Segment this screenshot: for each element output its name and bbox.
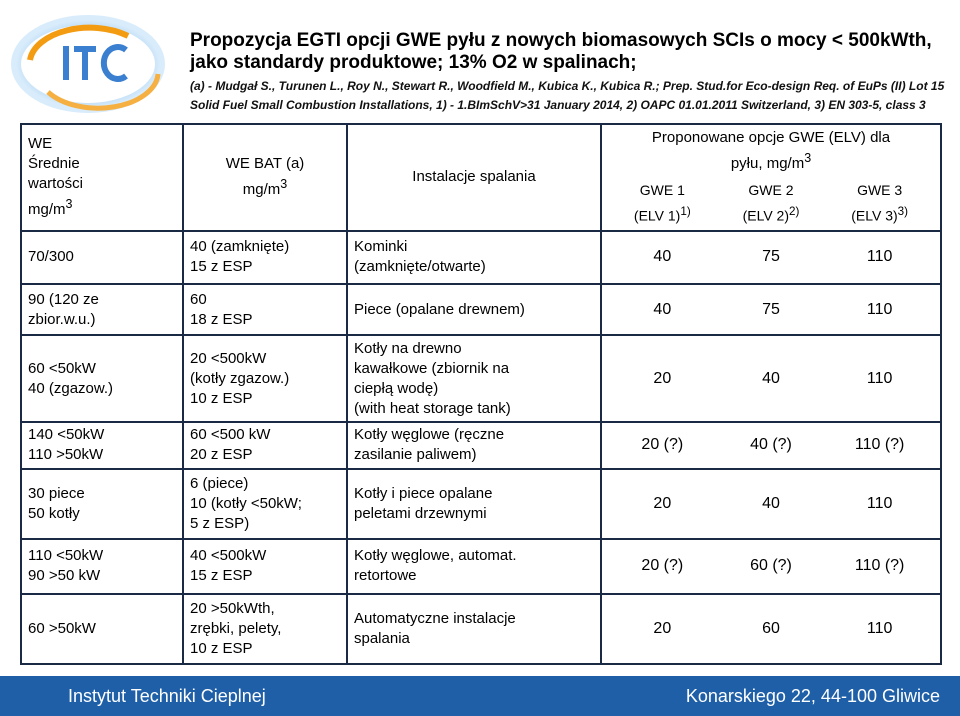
references	[190, 77, 955, 115]
cell-we-avg-line: 40 (zgazow.)	[28, 379, 114, 397]
cell-we-avg-line: 110 <50kW	[28, 547, 104, 565]
gwe-values	[608, 247, 934, 267]
gwe-elv	[851, 201, 908, 227]
table-row	[21, 539, 941, 594]
cell-we-avg-line: 140 <50kW	[28, 426, 105, 444]
gwe-1-header	[634, 180, 691, 227]
gwe-3-value: 110 (?)	[854, 557, 905, 575]
cell-installation	[347, 594, 601, 664]
unit-sup: 3	[804, 151, 812, 166]
header-we-unit	[28, 194, 176, 220]
gwe-values	[608, 435, 934, 455]
cell-we-bat	[183, 539, 347, 594]
footer-institute: Instytut Techniki Cieplnej	[68, 686, 266, 706]
cell-we-bat-line: (kotły zgazow.)	[190, 369, 290, 387]
elv-sup: 3)	[897, 205, 909, 219]
gwe-1-value: 40	[653, 248, 672, 266]
cell-we-bat	[183, 422, 347, 469]
cell-we-bat-line: 10 z ESP	[190, 640, 253, 658]
cell-installation-line: Kotły węglowe (ręczne	[354, 426, 505, 444]
cell-we-bat-line: zrębki, pelety,	[190, 620, 282, 638]
unit-text: mg/m	[242, 181, 281, 199]
cell-we-avg	[21, 422, 183, 469]
cell-installation	[347, 469, 601, 539]
cell-installation-line: (with heat storage tank)	[354, 399, 511, 417]
gwe-2-value: 60 (?)	[750, 557, 792, 575]
itc-logo	[8, 14, 178, 114]
page-title: Propozycja EGTI opcji GWE pyłu z nowych biomasowych SCIs o mocy < 500kWth, jako standardy produktowe; 13% O2 w spalinach;	[190, 30, 932, 73]
cell-installation-line: retortowe	[354, 567, 417, 585]
cell-installation	[347, 231, 601, 284]
header-bat-unit	[190, 174, 340, 200]
unit-text: mg/m	[28, 201, 66, 219]
cell-we-bat-line: 20 z ESP	[190, 446, 253, 464]
gwe-values	[608, 300, 934, 320]
gwe-3-value: 110	[866, 369, 893, 387]
elv-text: (ELV 3)	[851, 207, 898, 224]
gwe-2-value: 75	[762, 248, 780, 266]
cell-we-bat-line: 5 z ESP)	[190, 514, 250, 532]
gwe-subheaders	[608, 180, 934, 227]
gwe-1-value: 40	[653, 300, 672, 318]
cell-we-avg-line: 50 kotły	[28, 504, 80, 522]
cell-we-avg-line: 90 >50 kW	[28, 567, 101, 585]
table-row	[21, 469, 941, 539]
cell-we-bat	[183, 335, 347, 421]
cell-installation-line: (zamknięte/otwarte)	[354, 258, 486, 276]
gwe-2-value: 40 (?)	[750, 436, 792, 454]
gwe-values	[608, 556, 934, 576]
table-row	[21, 594, 941, 664]
header-we-avg	[21, 124, 183, 231]
cell-we-avg	[21, 335, 183, 421]
unit-text: pyłu, mg/m	[730, 155, 805, 173]
cell-we-avg-line: 60 >50kW	[28, 620, 96, 638]
unit-sup: 3	[280, 177, 288, 192]
cell-installation	[347, 422, 601, 469]
header-we-line: WE	[28, 135, 53, 153]
cell-we-avg-line: 90 (120 ze	[28, 290, 99, 308]
cell-gwe-values	[601, 335, 941, 421]
cell-we-bat-line: 18 z ESP	[190, 310, 253, 328]
cell-installation	[347, 335, 601, 421]
cell-installation-line: Piece (opalane drewnem)	[354, 300, 525, 318]
cell-we-avg-line: zbior.w.u.)	[28, 310, 96, 328]
cell-we-bat	[183, 284, 347, 335]
cell-gwe-values	[601, 594, 941, 664]
cell-installation-line: spalania	[354, 630, 410, 648]
elv-sup: 2)	[789, 205, 800, 219]
cell-we-bat	[183, 469, 347, 539]
cell-gwe-values	[601, 469, 941, 539]
cell-installation-line: Kotły na drewno	[354, 339, 462, 357]
cell-gwe-values	[601, 539, 941, 594]
gwe-3-value: 110	[866, 620, 893, 638]
cell-installation	[347, 284, 601, 335]
gwe-1-value: 20	[653, 494, 672, 512]
cell-gwe-values	[601, 284, 941, 335]
cell-we-bat-line: 10 z ESP	[190, 389, 253, 407]
cell-we-bat-line: 20 >50kWth,	[190, 600, 275, 618]
elv-text: (ELV 2)	[742, 207, 790, 224]
cell-we-bat-line: 60	[190, 290, 207, 308]
gwe-elv	[743, 201, 800, 227]
cell-we-bat-line: 40 (zamknięte)	[190, 238, 290, 256]
references-line-2: Solid Fuel Small Combustion Installations, 1) - 1.BImSchV>31 January 2014, 2) OAPC 01.01.2011 Switzerland, 3) EN 303-5, class 3	[190, 98, 926, 112]
cell-we-avg	[21, 594, 183, 664]
header-gwe-options	[601, 124, 941, 231]
cell-we-avg-line: 110 >50kW	[28, 446, 104, 464]
cell-installation-line: Kotły węglowe, automat.	[354, 547, 517, 565]
gwe-3-header	[851, 180, 908, 227]
cell-we-avg	[21, 231, 183, 284]
gwe-3-value: 110	[866, 300, 893, 318]
table-row	[21, 422, 941, 469]
gwe-values	[608, 619, 934, 639]
cell-we-avg	[21, 469, 183, 539]
gwe-3-value: 110 (?)	[854, 436, 905, 454]
cell-we-avg	[21, 539, 183, 594]
gwe-2-value: 75	[762, 300, 780, 318]
header-gwe-unit	[608, 148, 934, 174]
cell-installation-line: Kominki	[354, 238, 408, 256]
header-we-line: wartości	[28, 175, 84, 193]
header-we-bat	[183, 124, 347, 231]
table-body	[21, 231, 941, 664]
gwe-name: GWE 3	[857, 182, 903, 199]
cell-we-bat-line: 15 z ESP	[190, 567, 253, 585]
cell-we-bat	[183, 231, 347, 284]
header-bat-line: WE BAT (a)	[225, 155, 305, 173]
cell-we-avg-line: 60 <50kW	[28, 359, 96, 377]
itc-logo-graphic	[8, 14, 178, 114]
cell-installation-line: zasilanie paliwem)	[354, 446, 477, 464]
cell-we-bat-line: 10 (kotły <50kW;	[190, 494, 302, 512]
cell-we-avg	[21, 284, 183, 335]
gwe-name: GWE 2	[748, 182, 794, 199]
gwe-2-value: 60	[762, 620, 780, 638]
gwe-2-value: 40	[762, 494, 780, 512]
references-line-1: (a) - Mudgał S., Turunen L., Roy N., Stewart R., Woodfield M., Kubica K., Kubica R.; Prep. Stud.for Eco-design Req. of EuPs (II) Lot 15	[190, 79, 945, 93]
gwe-elv	[634, 201, 691, 227]
gwe-1-value: 20 (?)	[641, 557, 684, 575]
elv-sup: 1)	[680, 205, 691, 219]
cell-gwe-values	[601, 422, 941, 469]
cell-installation-line: ciepłą wodę)	[354, 379, 439, 397]
table-row	[21, 231, 941, 284]
gwe-3-value: 110	[866, 494, 893, 512]
header-we-line: Średnie	[28, 155, 80, 173]
cell-we-bat-line: 15 z ESP	[190, 258, 253, 276]
elv-text: (ELV 1)	[633, 207, 681, 224]
cell-we-bat-line: 20 <500kW	[190, 349, 267, 367]
emission-table	[20, 123, 942, 665]
footer-address: Konarskiego 22, 44-100 Gliwice	[685, 686, 940, 706]
cell-installation	[347, 539, 601, 594]
cell-gwe-values	[601, 231, 941, 284]
gwe-1-value: 20	[653, 620, 672, 638]
gwe-name: GWE 1	[639, 182, 685, 199]
cell-installation-line: Automatyczne instalacje	[354, 610, 516, 628]
cell-we-bat	[183, 594, 347, 664]
gwe-values	[608, 494, 934, 514]
cell-we-bat-line: 40 <500kW	[190, 547, 267, 565]
gwe-1-value: 20	[653, 369, 672, 387]
cell-installation-line: Kotły i piece opalane	[354, 484, 493, 502]
gwe-3-value: 110	[866, 248, 893, 266]
cell-installation-line: peletami drzewnymi	[354, 504, 487, 522]
table-row	[21, 335, 941, 421]
cell-we-bat-line: 60 <500 kW	[190, 426, 271, 444]
gwe-2-value: 40	[762, 369, 780, 387]
header-gwe-line: Proponowane opcje GWE (ELV) dla	[651, 129, 891, 147]
gwe-1-value: 20 (?)	[641, 436, 684, 454]
unit-sup: 3	[65, 197, 73, 212]
cell-installation-line: kawałkowe (zbiornik na	[354, 359, 510, 377]
cell-we-avg-line: 70/300	[28, 248, 74, 266]
header	[190, 30, 955, 115]
gwe-values	[608, 369, 934, 389]
cell-we-avg-line: 30 piece	[28, 484, 85, 502]
table-row	[21, 284, 941, 335]
table-header-row	[21, 124, 941, 231]
cell-we-bat-line: 6 (piece)	[190, 474, 249, 492]
gwe-2-header	[743, 180, 800, 227]
header-installations: Instalacje spalania	[347, 124, 601, 231]
